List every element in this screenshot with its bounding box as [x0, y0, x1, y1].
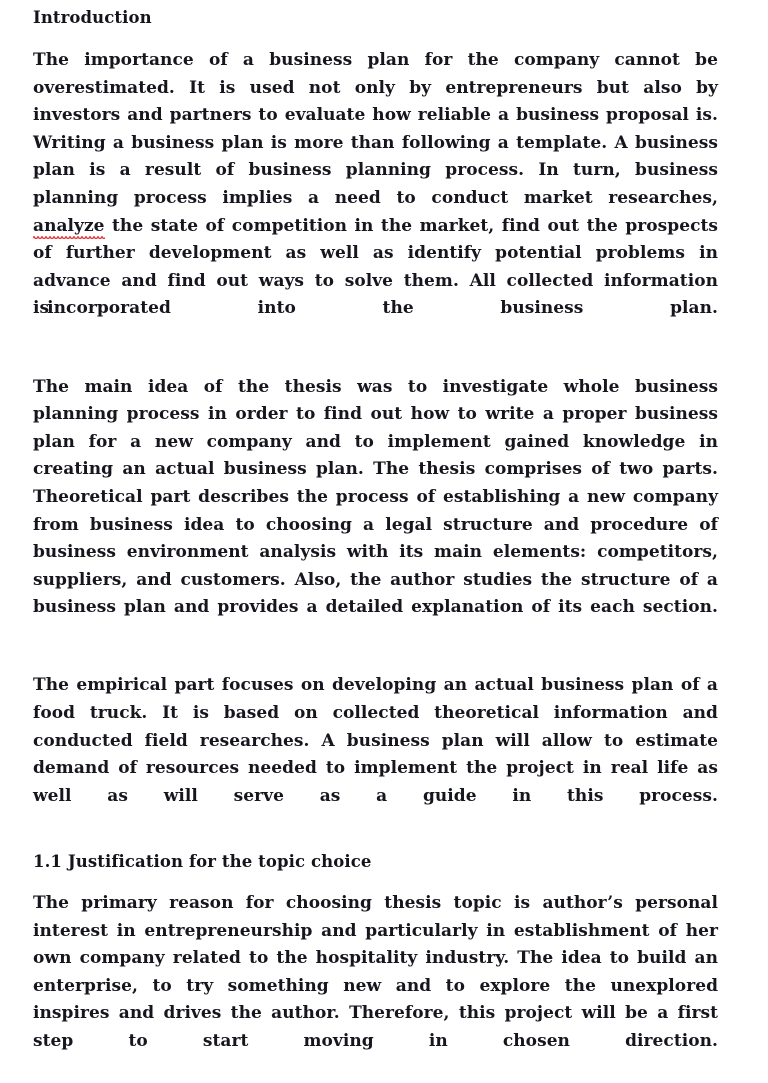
paragraph-1-text-after-misspelling: the state of competition in the market, find out the prospects of further development as well as identify potential problems in advance and find out ways to solve them. All collected information is — [33, 215, 718, 319]
paragraph-1-text-before-misspelling: The importance of a business plan for the company cannot be overestimated. It is used not only by entrepreneurs but also by investors and partners to evaluate how reliable a business proposal is. Writing a business plan is more than following a template. A business plan is a result of business planning process. In turn, business planning process implies a need to conduct market researches, — [33, 50, 718, 208]
misspelled-word-analyze[interactable] — [33, 216, 105, 236]
paragraph-importance-of-business-plan — [33, 32, 718, 351]
paragraph-primary-reason: The primary reason for choosing thesis topic is author’s personal interest in entrepreneurship and particularly in establishment of her own company related to the hospitality industry. The idea to build an enterprise, to try something new and to explore the unexplored inspires and drives the author. Therefore, this project will be a first step to start moving in chosen direction. — [33, 893, 718, 1051]
paragraph-empirical-part: The empirical part focuses on developing an actual business plan of a food truck. It is based on collected theoretical information and conducted field researches. A business plan will allow to estimate demand of resources needed to implement the project in real life as well as will serve as a guide in this process. — [33, 675, 718, 806]
misspelled-word-text: analyze — [33, 215, 105, 236]
heading-introduction: Introduction — [33, 8, 152, 27]
paragraph-main-idea-of-thesis: The main idea of the thesis was to investigate whole business planning process in order to find out how to write a proper business plan for a new company and to implement gained knowledge in creating an actual business plan. The thesis comprises of two parts. Theoretical part describes the process of establishing a new company from business idea to choosing a legal structure and procedure of business environment analysis with its main elements: competitors, suppliers, and customers. Also, the author studies the structure of a business plan and provides a detailed explanation of its each section. — [33, 376, 718, 618]
heading-justification-for-topic-choice: 1.1 Justification for the topic choice — [33, 852, 372, 872]
paragraph-1-text-tail: incorporated into the business plan. — [47, 298, 718, 319]
